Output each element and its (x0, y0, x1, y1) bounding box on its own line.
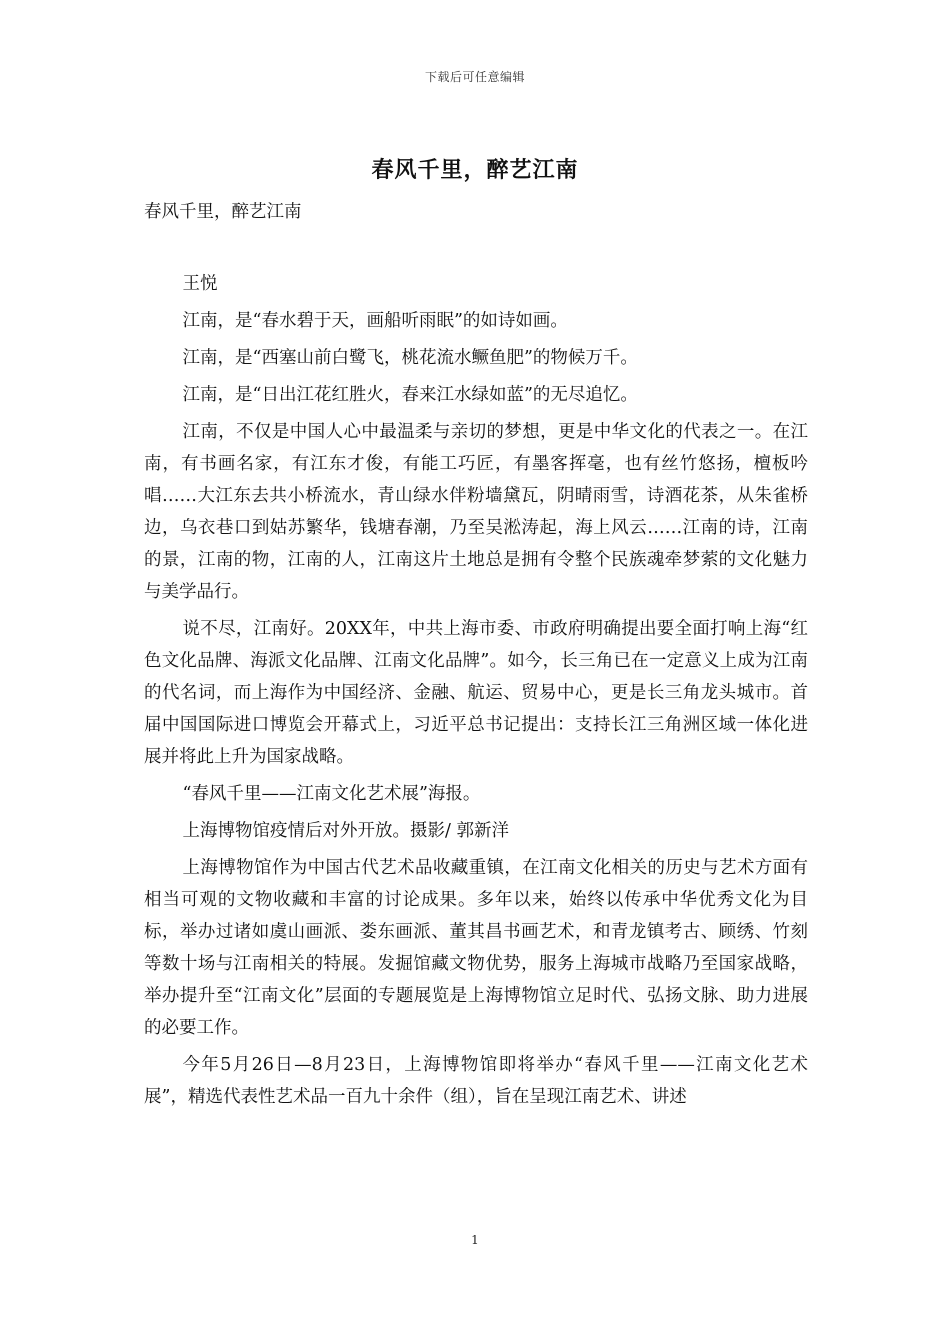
paragraph: 江南，不仅是中国人心中最温柔与亲切的梦想，更是中华文化的代表之一。在江南，有书画名家，有江东才俊，有能工巧匠，有墨客挥毫，也有丝竹悠扬，檀板吟唱……大江东去共小桥流水，青山绿水伴粉墙黛瓦，阴晴雨雪，诗酒花茶，从朱雀桥边，乌衣巷口到姑苏繁华，钱塘春潮，乃至吴淞涛起，海上风云……江南的诗，江南的景，江南的物，江南的人，江南这片土地总是拥有令整个民族魂牵梦萦的文化魅力与美学品行。 (144, 422, 808, 602)
document-subtitle: 春风千里，醉艺江南 (144, 202, 302, 222)
paragraph: 江南，是“日出江花红胜火，春来江水绿如蓝”的无尽追忆。 (182, 385, 638, 405)
paragraph: 今年5月26日—8月23日，上海博物馆即将举办“春风千里——江南文化艺术展”，精选代表性艺术品一百九十余件（组），旨在呈现江南艺术、讲述 (144, 1055, 808, 1107)
paragraph: 江南，是“西塞山前白鹭飞，桃花流水鳜鱼肥”的物候万千。 (182, 348, 638, 368)
author-name: 王悦 (182, 274, 218, 294)
document-title: 春风千里，醉艺江南 (371, 157, 579, 183)
paragraph: 上海博物馆作为中国古代艺术品收藏重镇，在江南文化相关的历史与艺术方面有相当可观的文物收藏和丰富的讨论成果。多年以来，始终以传承中华优秀文化为目标，举办过诸如虞山画派、娄东画派、董其昌书画艺术，和青龙镇考古、顾绣、竹刻等数十场与江南相关的特展。发掘馆藏文物优势，服务上海城市战略乃至国家战略，举办提升至“江南文化”层面的专题展览是上海博物馆立足时代、弘扬文脉、助力进展的必要工作。 (144, 858, 808, 1038)
page-number: 1 (471, 1233, 479, 1247)
header-note: 下载后可任意编辑 (424, 70, 525, 84)
paragraph: 江南，是“春水碧于天，画船听雨眠”的如诗如画。 (182, 311, 568, 331)
image-caption: 上海博物馆疫情后对外开放。摄影/ 郭新洋 (182, 821, 509, 841)
image-caption: “春风千里——江南文化艺术展”海报。 (182, 784, 481, 804)
paragraph: 说不尽，江南好。20XX年，中共上海市委、市政府明确提出要全面打响上海“红色文化品牌、海派文化品牌、江南文化品牌”。如今，长三角已在一定意义上成为江南的代名词，而上海作为中国经济、金融、航运、贸易中心，更是长三角龙头城市。首届中国国际进口博览会开幕式上，习近平总书记提出：支持长江三角洲区域一体化进展并将此上升为国家战略。 (144, 619, 808, 767)
document-body (144, 196, 808, 1118)
